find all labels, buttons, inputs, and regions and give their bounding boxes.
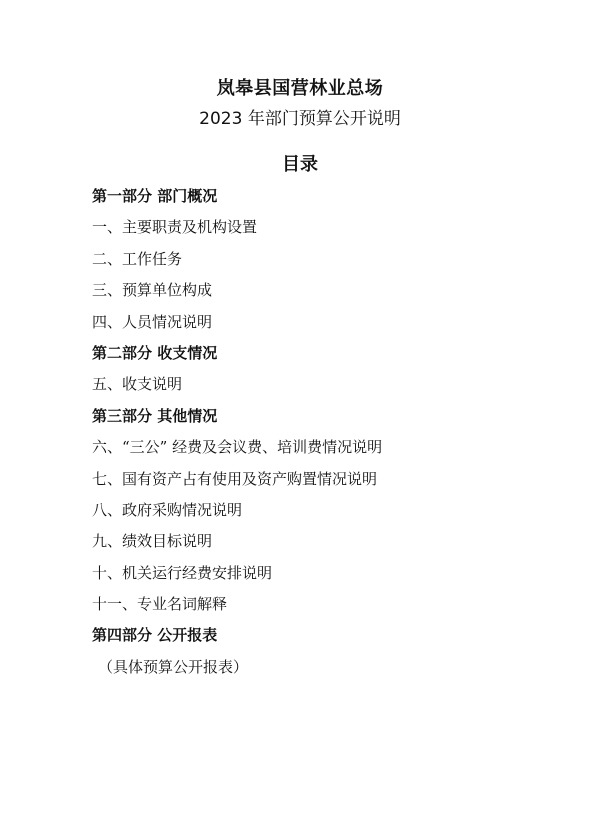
organization-title: 岚皋县国营林业总场: [216, 78, 384, 99]
toc-item-7: 七、国有资产占有使用及资产购置情况说明: [92, 469, 378, 488]
toc-part-2: 第二部分 收支情况: [92, 343, 218, 362]
toc-item-6: 六、“三公” 经费及会议费、培训费情况说明: [92, 438, 383, 457]
toc-item-9: 九、绩效目标说明: [92, 532, 213, 551]
toc-part-1: 第一部分 部门概况: [92, 187, 218, 205]
toc-item-2: 二、工作任务: [92, 249, 183, 268]
toc-item-4: 四、人员情况说明: [92, 312, 213, 331]
toc-part-4: 第四部分 公开报表: [92, 626, 218, 645]
toc-heading: 目录: [282, 154, 318, 175]
toc-item-1: 一、主要职责及机构设置: [92, 218, 258, 237]
toc-item-3: 三、预算单位构成: [92, 281, 213, 300]
toc-part-3: 第三部分 其他情况: [92, 406, 218, 425]
table-of-contents: [92, 181, 382, 683]
toc-note: （具体预算公开报表）: [98, 657, 249, 676]
document-subtitle: 2023 年部门预算公开说明: [199, 109, 401, 129]
toc-item-10: 十、机关运行经费安排说明: [92, 563, 273, 582]
toc-item-8: 八、政府采购情况说明: [92, 500, 243, 519]
toc-item-5: 五、收支说明: [92, 375, 183, 394]
toc-item-11: 十一、专业名词解释: [92, 595, 228, 614]
